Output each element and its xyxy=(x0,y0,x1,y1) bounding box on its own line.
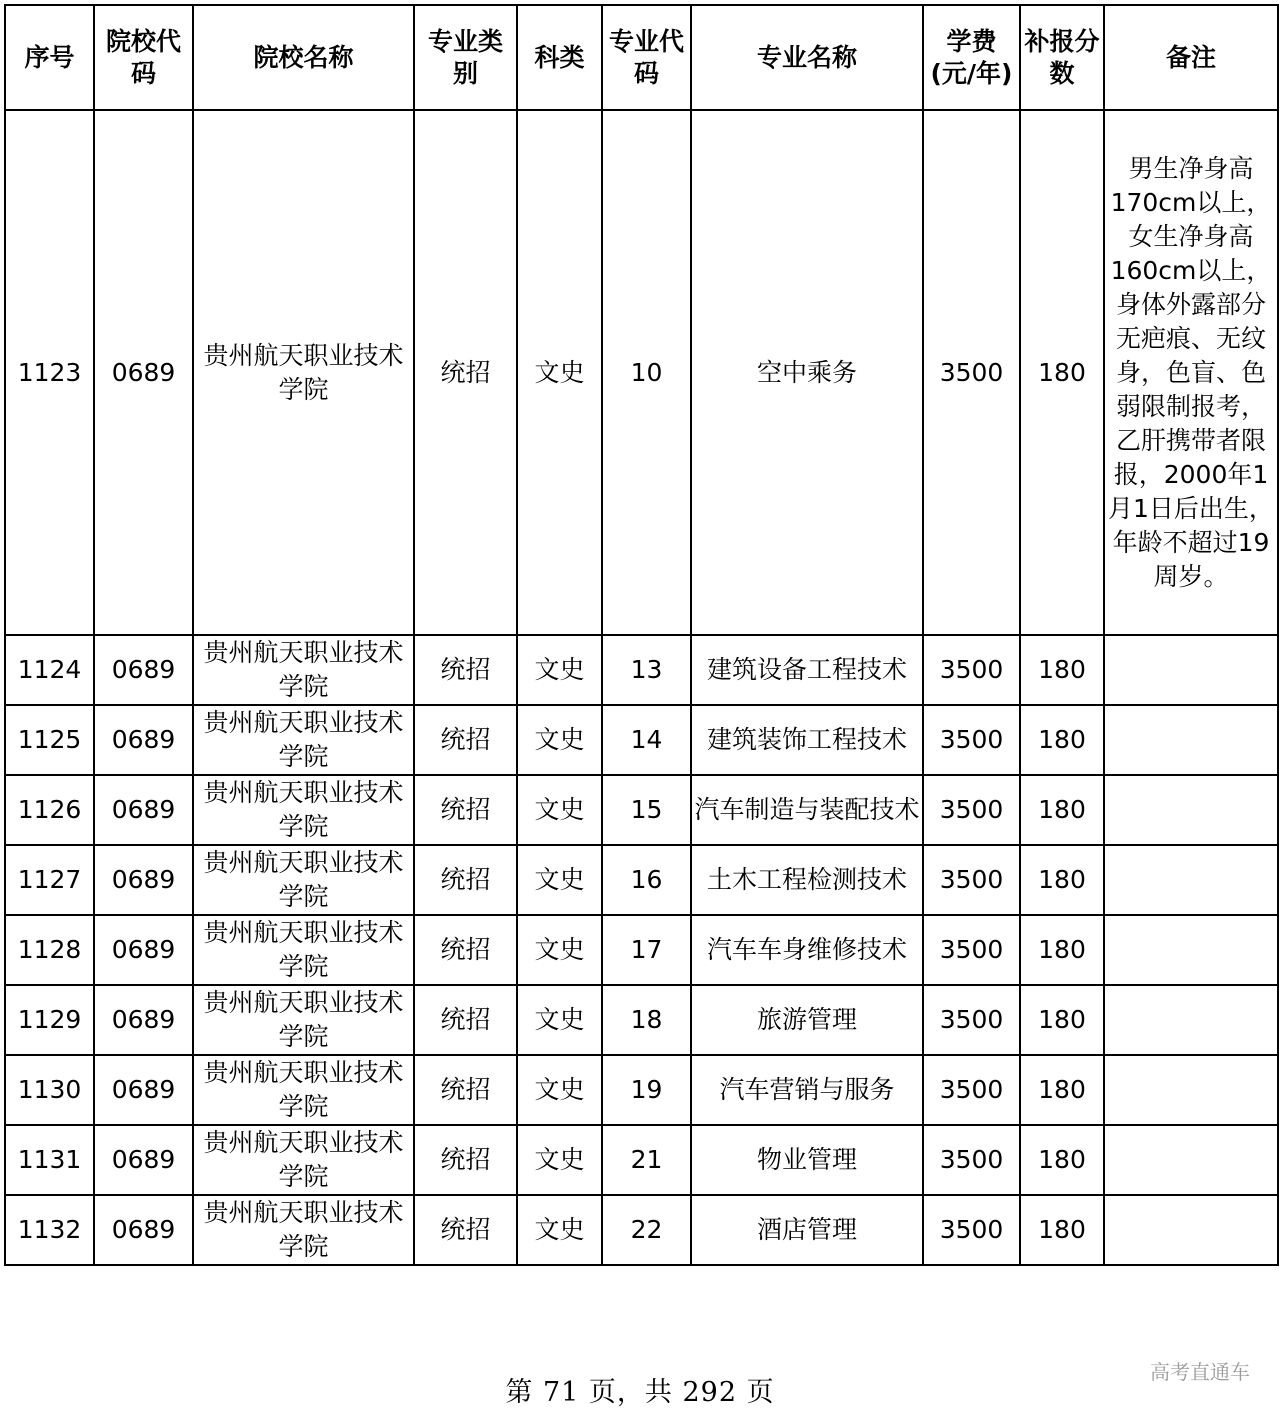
cell-score: 180 xyxy=(1020,915,1104,985)
cell-school-code: 0689 xyxy=(94,775,193,845)
cell-school-code: 0689 xyxy=(94,1055,193,1125)
cell-seq: 1128 xyxy=(5,915,94,985)
cell-major-type: 统招 xyxy=(414,1125,517,1195)
cell-subject: 文史 xyxy=(517,705,602,775)
cell-tuition: 3500 xyxy=(923,110,1020,635)
cell-major-name: 物业管理 xyxy=(691,1125,923,1195)
cell-major-name: 空中乘务 xyxy=(691,110,923,635)
header-remark: 备注 xyxy=(1104,5,1278,110)
cell-tuition: 3500 xyxy=(923,1055,1020,1125)
cell-major-name: 建筑装饰工程技术 xyxy=(691,705,923,775)
cell-major-name: 汽车车身维修技术 xyxy=(691,915,923,985)
cell-major-code: 13 xyxy=(602,635,691,705)
table-row xyxy=(5,1125,1278,1195)
cell-school-name: 贵州航天职业技术学院 xyxy=(193,1195,414,1265)
cell-major-type: 统招 xyxy=(414,915,517,985)
cell-seq: 1127 xyxy=(5,845,94,915)
cell-major-type: 统招 xyxy=(414,985,517,1055)
cell-tuition: 3500 xyxy=(923,1195,1020,1265)
header-score: 补报分数 xyxy=(1020,5,1104,110)
cell-school-code: 0689 xyxy=(94,705,193,775)
cell-remark xyxy=(1104,705,1278,775)
cell-major-type: 统招 xyxy=(414,845,517,915)
cell-school-code: 0689 xyxy=(94,110,193,635)
admission-table xyxy=(4,4,1279,1266)
table-row xyxy=(5,635,1278,705)
cell-school-code: 0689 xyxy=(94,915,193,985)
cell-remark xyxy=(1104,845,1278,915)
cell-major-code: 14 xyxy=(602,705,691,775)
cell-school-name: 贵州航天职业技术学院 xyxy=(193,110,414,635)
cell-score: 180 xyxy=(1020,985,1104,1055)
cell-major-code: 15 xyxy=(602,775,691,845)
cell-school-name: 贵州航天职业技术学院 xyxy=(193,1055,414,1125)
cell-school-name: 贵州航天职业技术学院 xyxy=(193,1125,414,1195)
cell-major-code: 16 xyxy=(602,845,691,915)
cell-school-name: 贵州航天职业技术学院 xyxy=(193,845,414,915)
cell-major-name: 土木工程检测技术 xyxy=(691,845,923,915)
cell-major-name: 建筑设备工程技术 xyxy=(691,635,923,705)
cell-remark xyxy=(1104,985,1278,1055)
cell-seq: 1132 xyxy=(5,1195,94,1265)
cell-major-code: 19 xyxy=(602,1055,691,1125)
cell-remark xyxy=(1104,635,1278,705)
header-major-name: 专业名称 xyxy=(691,5,923,110)
cell-major-code: 21 xyxy=(602,1125,691,1195)
table-row xyxy=(5,705,1278,775)
cell-tuition: 3500 xyxy=(923,775,1020,845)
cell-major-type: 统招 xyxy=(414,775,517,845)
header-school-name: 院校名称 xyxy=(193,5,414,110)
cell-subject: 文史 xyxy=(517,775,602,845)
cell-school-code: 0689 xyxy=(94,845,193,915)
cell-school-code: 0689 xyxy=(94,1125,193,1195)
cell-score: 180 xyxy=(1020,1125,1104,1195)
cell-seq: 1130 xyxy=(5,1055,94,1125)
cell-seq: 1123 xyxy=(5,110,94,635)
cell-major-code: 22 xyxy=(602,1195,691,1265)
cell-tuition: 3500 xyxy=(923,1125,1020,1195)
cell-seq: 1131 xyxy=(5,1125,94,1195)
cell-major-code: 17 xyxy=(602,915,691,985)
cell-major-type: 统招 xyxy=(414,110,517,635)
header-row xyxy=(5,5,1278,110)
cell-score: 180 xyxy=(1020,110,1104,635)
header-major-code: 专业代码 xyxy=(602,5,691,110)
cell-remark xyxy=(1104,1125,1278,1195)
cell-school-name: 贵州航天职业技术学院 xyxy=(193,915,414,985)
cell-school-code: 0689 xyxy=(94,985,193,1055)
cell-remark xyxy=(1104,775,1278,845)
cell-subject: 文史 xyxy=(517,915,602,985)
cell-school-name: 贵州航天职业技术学院 xyxy=(193,985,414,1055)
cell-subject: 文史 xyxy=(517,110,602,635)
cell-major-name: 酒店管理 xyxy=(691,1195,923,1265)
cell-tuition: 3500 xyxy=(923,845,1020,915)
cell-tuition: 3500 xyxy=(923,705,1020,775)
cell-major-code: 18 xyxy=(602,985,691,1055)
cell-score: 180 xyxy=(1020,1055,1104,1125)
cell-subject: 文史 xyxy=(517,635,602,705)
header-school-code: 院校代码 xyxy=(94,5,193,110)
cell-major-name: 汽车制造与装配技术 xyxy=(691,775,923,845)
cell-seq: 1129 xyxy=(5,985,94,1055)
cell-school-name: 贵州航天职业技术学院 xyxy=(193,775,414,845)
cell-score: 180 xyxy=(1020,845,1104,915)
cell-score: 180 xyxy=(1020,775,1104,845)
cell-score: 180 xyxy=(1020,635,1104,705)
cell-major-name: 汽车营销与服务 xyxy=(691,1055,923,1125)
cell-school-name: 贵州航天职业技术学院 xyxy=(193,635,414,705)
watermark: 高考直通车 xyxy=(1150,1360,1250,1384)
cell-subject: 文史 xyxy=(517,1125,602,1195)
table-row xyxy=(5,1195,1278,1265)
cell-major-type: 统招 xyxy=(414,1055,517,1125)
cell-subject: 文史 xyxy=(517,985,602,1055)
table-row xyxy=(5,845,1278,915)
cell-tuition: 3500 xyxy=(923,635,1020,705)
cell-major-type: 统招 xyxy=(414,635,517,705)
table-row xyxy=(5,1055,1278,1125)
cell-seq: 1124 xyxy=(5,635,94,705)
cell-remark xyxy=(1104,1055,1278,1125)
header-subject: 科类 xyxy=(517,5,602,110)
cell-subject: 文史 xyxy=(517,845,602,915)
cell-remark: 男生净身高170cm以上，女生净身高160cm以上，身体外露部分无疤痕、无纹身，色盲、色弱限制报考，乙肝携带者限报，2000年1月1日后出生，年龄不超过19周岁。 xyxy=(1104,110,1278,635)
cell-major-name: 旅游管理 xyxy=(691,985,923,1055)
cell-major-code: 10 xyxy=(602,110,691,635)
table-row xyxy=(5,915,1278,985)
cell-score: 180 xyxy=(1020,705,1104,775)
cell-school-name: 贵州航天职业技术学院 xyxy=(193,705,414,775)
cell-school-code: 0689 xyxy=(94,1195,193,1265)
cell-seq: 1125 xyxy=(5,705,94,775)
cell-tuition: 3500 xyxy=(923,985,1020,1055)
cell-subject: 文史 xyxy=(517,1055,602,1125)
table-row xyxy=(5,775,1278,845)
header-tuition: 学费(元/年) xyxy=(923,5,1020,110)
table-row xyxy=(5,110,1278,635)
cell-school-code: 0689 xyxy=(94,635,193,705)
cell-subject: 文史 xyxy=(517,1195,602,1265)
cell-score: 180 xyxy=(1020,1195,1104,1265)
cell-major-type: 统招 xyxy=(414,705,517,775)
cell-seq: 1126 xyxy=(5,775,94,845)
table-row xyxy=(5,985,1278,1055)
cell-major-type: 统招 xyxy=(414,1195,517,1265)
header-seq: 序号 xyxy=(5,5,94,110)
header-major-type: 专业类别 xyxy=(414,5,517,110)
cell-remark xyxy=(1104,915,1278,985)
page-number: 第 71 页，共 292 页 xyxy=(505,1377,775,1408)
cell-tuition: 3500 xyxy=(923,915,1020,985)
cell-remark xyxy=(1104,1195,1278,1265)
